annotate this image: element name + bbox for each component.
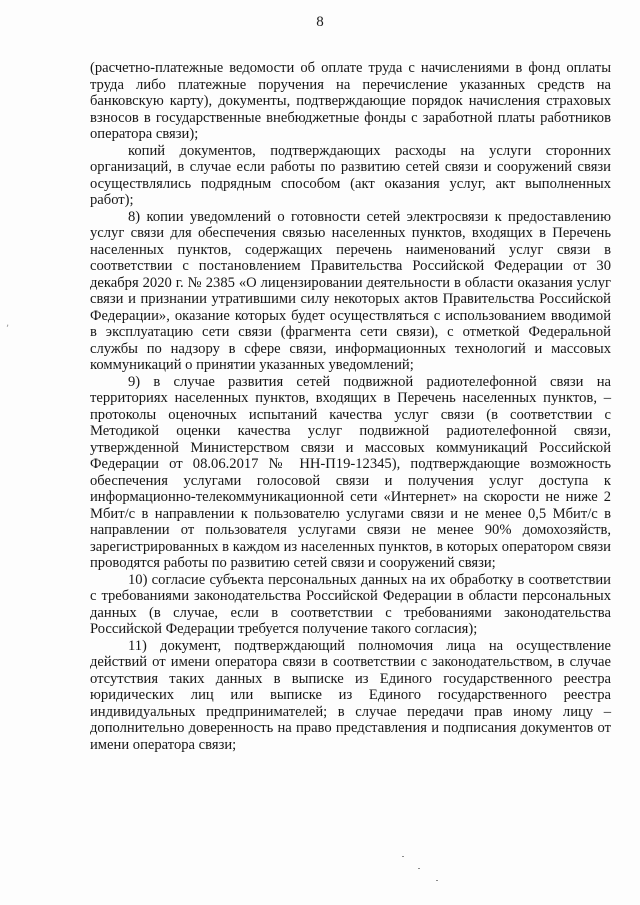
- scan-margin-mark: ,: [6, 318, 10, 329]
- scan-speck: [418, 868, 420, 869]
- paragraph-copies: копий документов, подтверждающих расходы на услуги сторонних организаций, в случае если работы по развитию сетей связи и сооружений связи осуществлялись подрядным способом (акт оказания услуг, акт выполненных работ);: [90, 142, 611, 208]
- list-item-8: 8) копии уведомлений о готовности сетей электросвязи к предоставлению услуг связи для обеспечения связью населенных пунктов, входящих в Перечень населенных пунктов, содержащих перечень наименований услуг связи в соответствии с постановлением Правительства Российской Федерации от 30 декабря 2020 г. № 2385 «О лицензировании деятельности в области оказания услуг связи и признании утратившими силу некоторых актов Правительства Российской Федерации», оказание которых будет осуществляться с использованием вводимой в эксплуатацию сети связи (фрагмента сети связи), с отметкой Федеральной службы по надзору в сфере связи, информационных технологий и массовых коммуникаций о принятии указанных уведомлений;: [90, 208, 611, 373]
- page-number: 8: [316, 14, 324, 30]
- list-item-10: 10) согласие субъекта персональных данных на их обработку в соответствии с требованиями законодательства Российской Федерации в области персональных данных (в случае, если в соответствии с требованиями законодательства Российской Федерации требуется получение такого согласия);: [90, 571, 611, 637]
- scan-speck: [402, 856, 404, 857]
- paragraph-continuation: (расчетно-платежные ведомости об оплате труда с начислениями в фонд оплаты труда либо платежные поручения на перечисление указанных средств на банковскую карту), документы, подтверждающие порядок начисления страховых взносов в государственные внебюджетные фонды с заработной платы работников оператора связи);: [90, 60, 611, 142]
- body-text: [90, 60, 611, 753]
- scan-speck: [436, 880, 438, 881]
- list-item-11: 11) документ, подтверждающий полномочия лица на осуществление действий от имени оператора связи в соответствии с законодательством, в случае отсутствия таких данных в выписке из Единого государственного реестра юридических лиц или выписке из Единого государственного реестра индивидуальных предпринимателей; в случае передачи прав иному лицу – дополнительно доверенность на право представления и подписания документов от имени оператора связи;: [90, 637, 611, 753]
- list-item-9: 9) в случае развития сетей подвижной радиотелефонной связи на территориях населенных пунктов, входящих в Перечень населенных пунктов, – протоколы оценочных испытаний качества услуг связи (в соответствии с Методикой оценки качества услуг подвижной радиотелефонной связи, утвержденной Министерством связи и массовых коммуникаций Российской Федерации от 08.06.2017 № НН-П19-12345), подтверждающие возможность обеспечения услугами голосовой связи и получения услуг доступа к информационно-телекоммуникационной сети «Интернет» на скорости не ниже 2 Мбит/с в направлении к пользователю услугами связи и не менее 0,5 Мбит/с в направлении от пользователя услугами связи не менее 90% домохозяйств, зарегистрированных в каждом из населенных пунктов, в которых оператором связи проводятся работы по развитию сетей связи и сооружений связи;: [90, 373, 611, 571]
